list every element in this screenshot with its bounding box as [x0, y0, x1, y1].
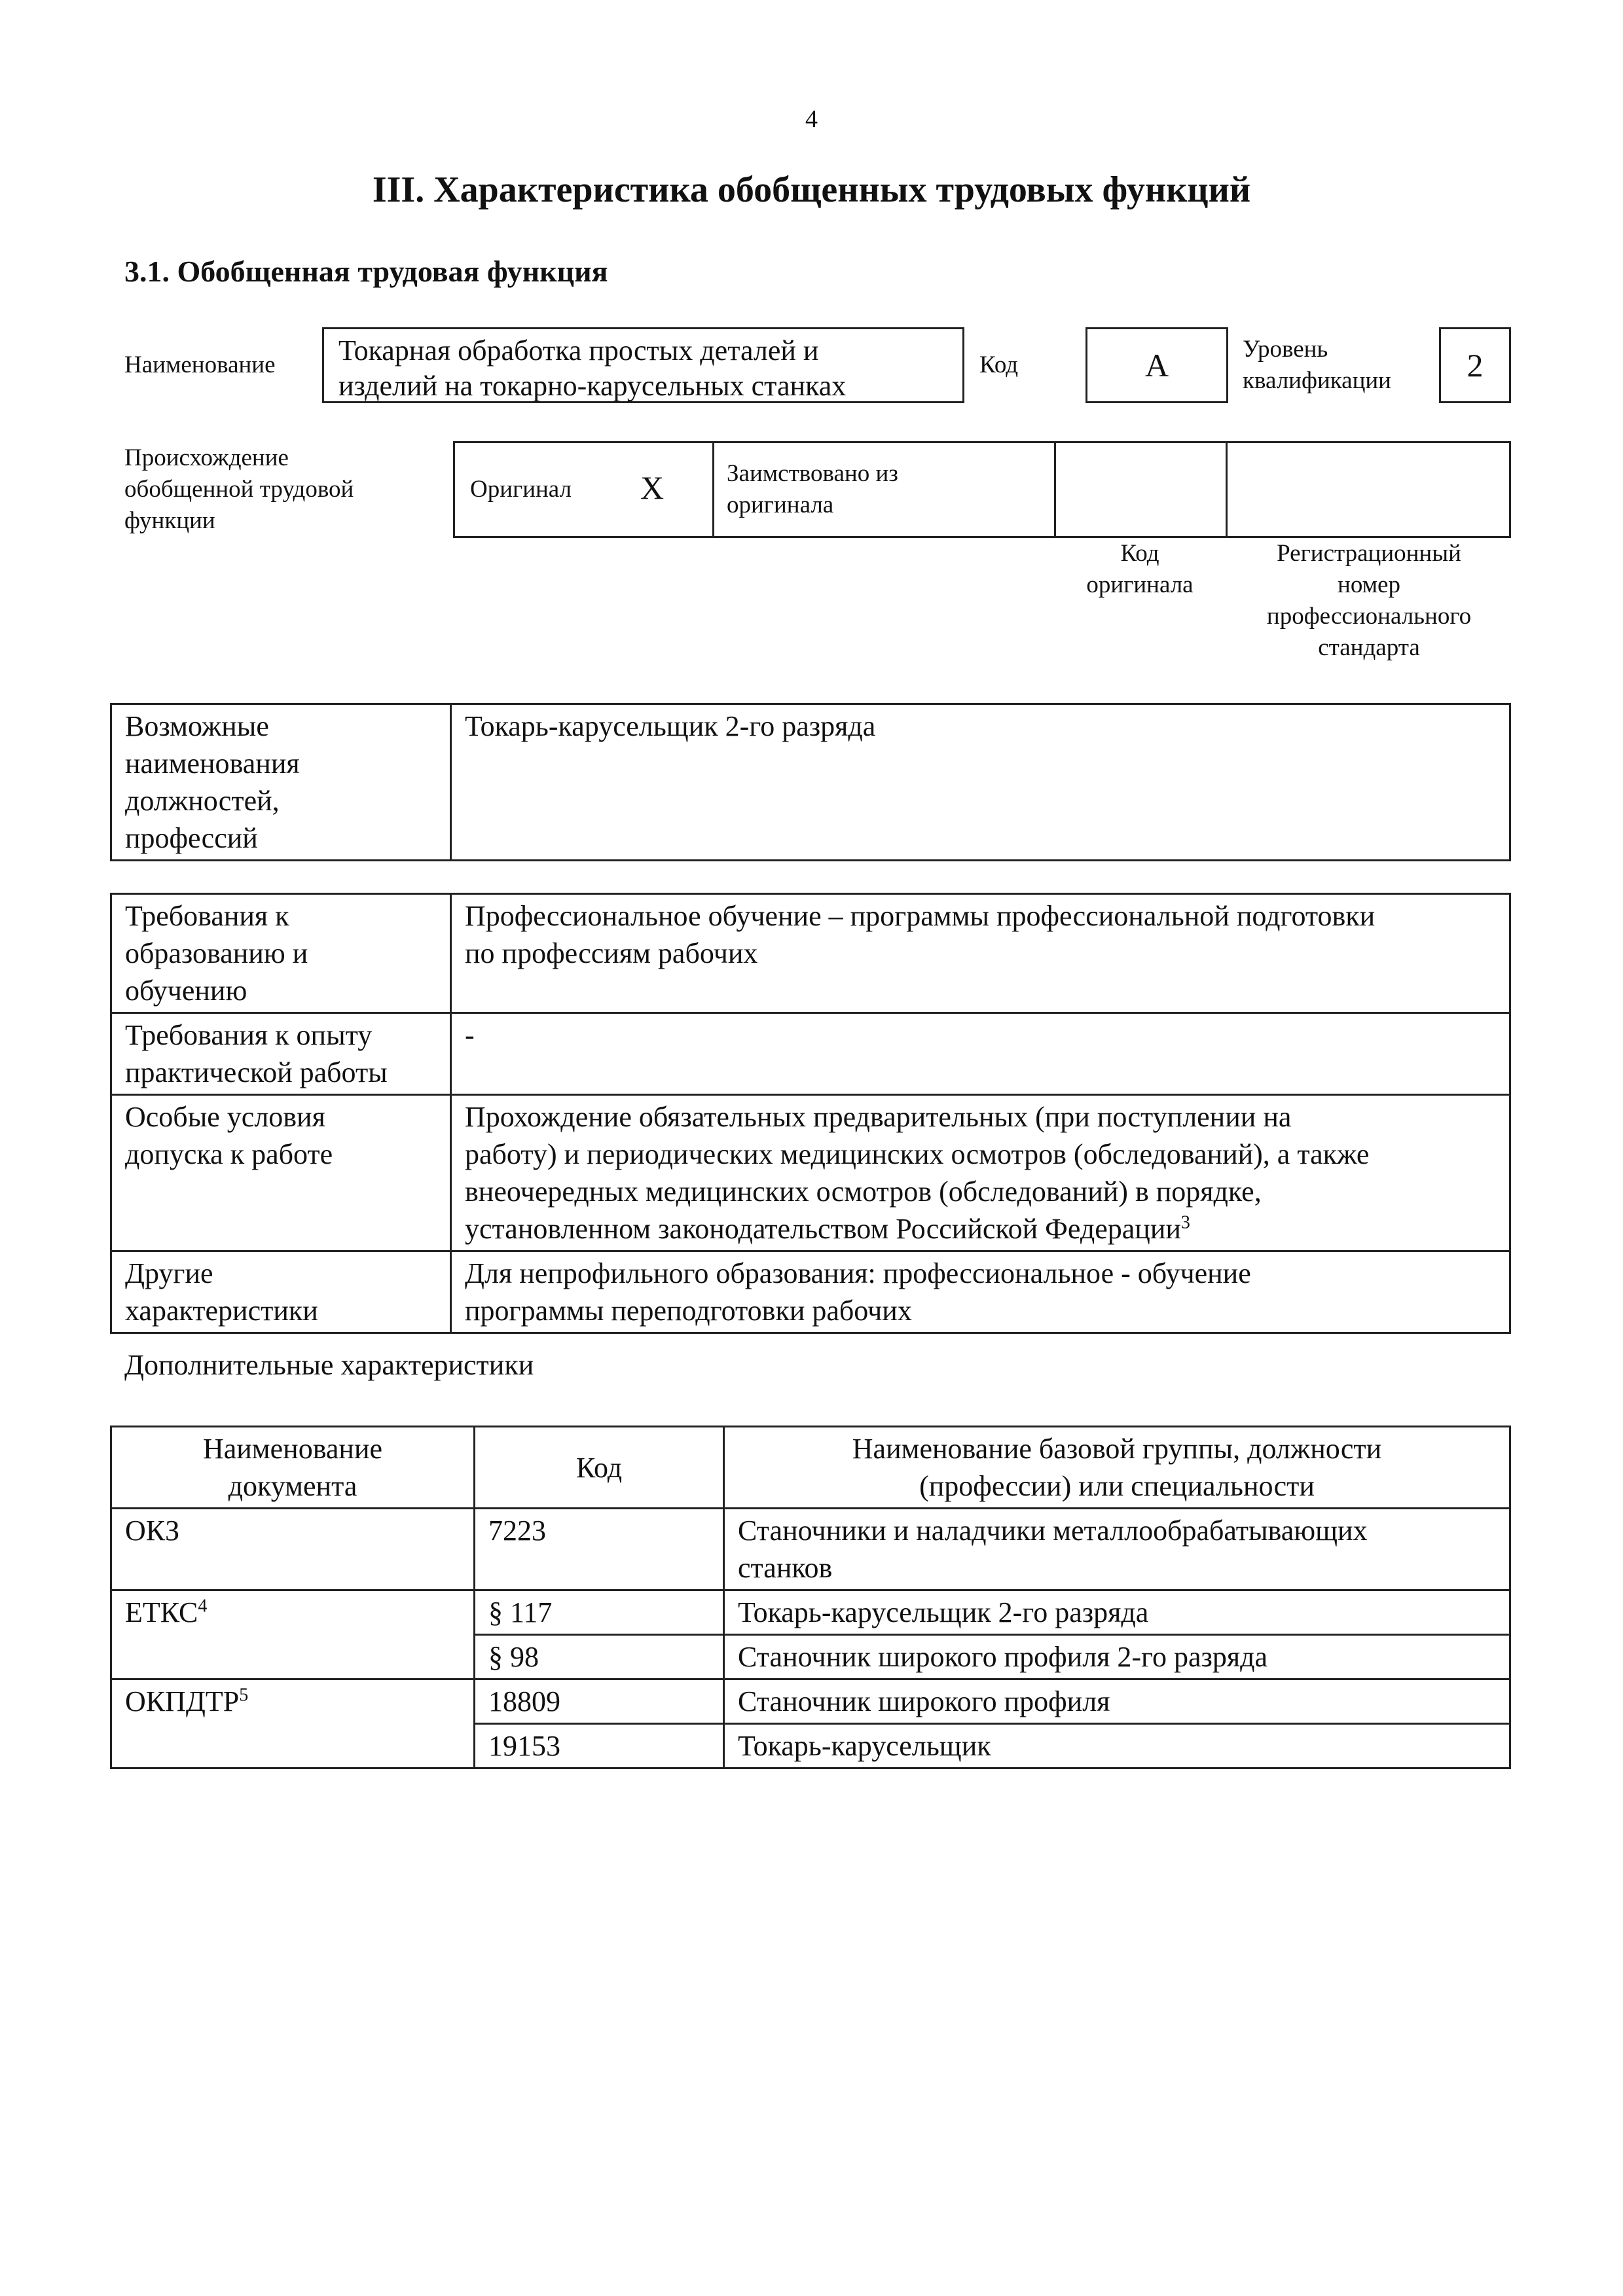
function-name-line1: Токарная обработка простых деталей и — [338, 334, 819, 367]
origin-divider-2 — [1054, 441, 1056, 538]
origin-box — [453, 441, 1511, 538]
okpdtr-name-1: Станочник широкого профиля — [724, 1679, 1510, 1724]
additional-characteristics-title: Дополнительные характеристики — [124, 1349, 534, 1381]
experience-requirements-label: Требования к опыту практической работы — [111, 1013, 451, 1095]
header-document-name: Наименование документа — [111, 1427, 475, 1509]
etks-name-1: Токарь-карусельщик 2-го разряда — [724, 1590, 1510, 1635]
level-value-box — [1439, 327, 1511, 403]
code-value: A — [1144, 347, 1169, 384]
level-label: Уровень квалификации — [1243, 336, 1391, 394]
additional-characteristics-table — [110, 1426, 1511, 1769]
other-characteristics-value: Для непрофильного образования: профессиональное - обучение программы переподготовки рабочих — [451, 1251, 1510, 1333]
etks-doc: ЕТКС$^4$ — [111, 1590, 475, 1679]
footnote-3: 3 — [1180, 1212, 1190, 1233]
etks-code-1: § 117 — [475, 1590, 724, 1635]
etks-name-2: Станочник широкого профиля 2-го разряда — [724, 1635, 1510, 1679]
other-characteristics-label: Другие характеристики — [111, 1251, 451, 1333]
original-code-caption: Код оригинала — [1086, 540, 1194, 598]
footnote-5: 5 — [239, 1685, 249, 1706]
positions-label: Возможные наименования должностей, профессий — [111, 704, 451, 861]
code-label: Код — [979, 351, 1019, 378]
okpdtr-code-2: 19153 — [475, 1724, 724, 1768]
okpdtr-code-1: 18809 — [475, 1679, 724, 1724]
okpdtr-doc: ОКПДТР$^5$ — [111, 1679, 475, 1768]
etks-code-2: § 98 — [475, 1635, 724, 1679]
okpdtr-name-2: Токарь-карусельщик — [724, 1724, 1510, 1768]
name-label: Наименование — [124, 351, 276, 378]
okz-code: 7223 — [475, 1509, 724, 1590]
page-number: 4 — [805, 105, 818, 133]
section-title: III. Характеристика обобщенных трудовых функций — [372, 170, 1251, 210]
origin-label: Происхождение обобщенной трудовой функции — [124, 444, 354, 534]
experience-requirements-value: - — [451, 1013, 1510, 1095]
footnote-4: 4 — [198, 1596, 208, 1617]
origin-divider-3 — [1226, 441, 1228, 538]
okz-name: Станочники и наладчики металлообрабатывающих станков — [724, 1509, 1510, 1590]
subsection-title: 3.1. Обобщенная трудовая функция — [124, 255, 608, 288]
original-mark: X — [640, 469, 665, 506]
education-requirements-value: Профессиональное обучение – программы профессиональной подготовки по профессиям рабочих — [451, 894, 1510, 1013]
borrowed-label: Заимствовано из оригинала — [727, 460, 898, 518]
origin-divider-1 — [712, 441, 714, 538]
code-value-box — [1085, 327, 1228, 403]
okz-doc: ОКЗ — [111, 1509, 475, 1590]
function-name-box — [322, 327, 964, 403]
level-value: 2 — [1467, 347, 1484, 384]
requirements-table — [110, 893, 1511, 1334]
positions-value: Токарь-карусельщик 2-го разряда — [451, 704, 1510, 861]
header-code: Код — [475, 1427, 724, 1509]
admission-conditions-label: Особые условия допуска к работе — [111, 1095, 451, 1251]
education-requirements-label: Требования к образованию и обучению — [111, 894, 451, 1013]
header-group-name: Наименование базовой группы, должности (профессии) или специальности — [724, 1427, 1510, 1509]
positions-table — [110, 703, 1511, 861]
registration-number-caption: Регистрационный номер профессионального стандарта — [1266, 540, 1472, 661]
original-label: Оригинал — [470, 476, 572, 503]
admission-conditions-value: Прохождение обязательных предварительных (при поступлении на работу) и периодических медицинских осмотров (обследований), а также внеочередных медицинских осмотров (обследований) в порядке, установленном законодательством Российской Федерации$^3$ — [451, 1095, 1510, 1251]
function-name-line2: изделий на токарно-карусельных станках — [338, 370, 847, 402]
